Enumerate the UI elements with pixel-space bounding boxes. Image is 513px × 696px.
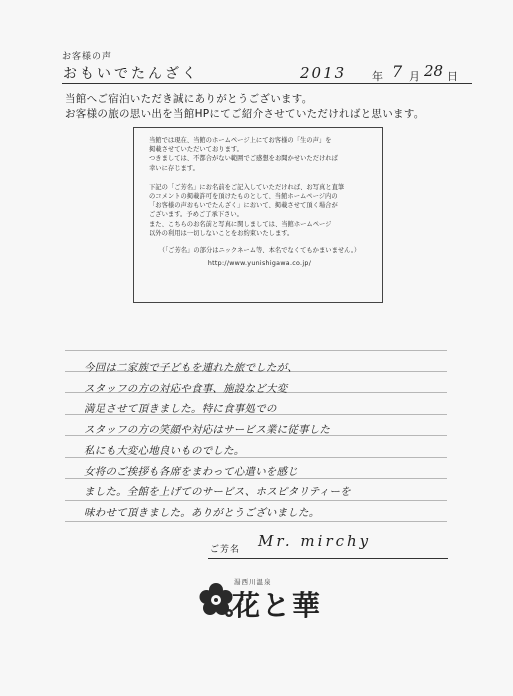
comment-line: 今回は二家族で子どもを連れた旅でしたが、 [84,362,298,374]
signature-label: ご芳名 [210,545,241,555]
title-underline [62,83,472,84]
handwritten-comment [84,358,444,524]
notice-text: 幸いに存じます。 [149,164,199,172]
logo-subtitle: 湯西川温泉 [234,578,272,586]
date-year-unit: 年 [372,70,383,83]
logo-wordmark: 花と華 [232,589,323,622]
notice-box [133,127,383,303]
comment-line: スタッフの方の笑顔や対応はサービス業に従事した [84,424,331,437]
comment-line: ました。全館を上げてのサービス、ホスピタリティーを [84,486,351,499]
website-url: http://www.yunishigawa.co.jp/ [207,260,312,268]
flower-logo-icon [196,580,236,620]
date-day-unit: 日 [447,70,458,83]
date-month-unit: 月 [409,70,420,83]
signature-underline [208,558,448,559]
greeting-line-2: お客様の旅の思い出を当館HPにてご紹介させていただければと思います。 [65,108,425,120]
comment-line: 味わせて頂きました。ありがとうございました。 [84,506,320,519]
notice-text: 掲載させていただいております。 [149,146,243,154]
comment-line: 女将のご挨拶も各席をまわって心遣いを感じ [84,465,298,478]
header-eyebrow: お客様の声 [62,52,113,62]
nickname-note: （「ご芳名」の部分はニックネーム等、本名でなくてもかまいません。） [158,247,361,255]
notice-text: つきましては、不都合がない範囲でご感想をお聞かせいただければ [149,155,338,163]
notice-text: のコメントの掲載許可を頂けたものとして、当館ホームページ内の [149,193,338,201]
signature-name: Mr. mirchy [258,532,372,550]
greeting-line-1: 当館へご宿泊いただき誠にありがとうございます。 [65,93,313,105]
notice-text: 以外の利用は一切しないことをお約束いたします。 [149,229,294,237]
notice-text: また、こちらのお名前と写真に関しましては、当館ホームページ [149,220,332,228]
notice-text: ございます。予めご了承下さい。 [149,211,243,219]
date-month: 7 [392,62,403,81]
notice-text: 当館では現在、当館のホームページ上にてお客様の「生の声」を [149,137,332,144]
notice-text: 下記の「ご芳名」にお名前をご記入していただければ、お写真と直筆 [149,183,345,191]
page-title: おもいでたんざく [63,66,199,82]
date-year: 2013 [300,64,347,82]
comment-line: 満足させて頂きました。特に食事処での [84,403,277,416]
comment-line: スタッフの方の対応や食事、施設など大変 [84,382,288,395]
notice-text: 「お客様の声おもいでたんざく」において、掲載させて頂く場合が [149,202,338,210]
date-day: 28 [424,62,444,80]
comment-line: 私にも大変心地良いものでした。 [84,444,245,457]
